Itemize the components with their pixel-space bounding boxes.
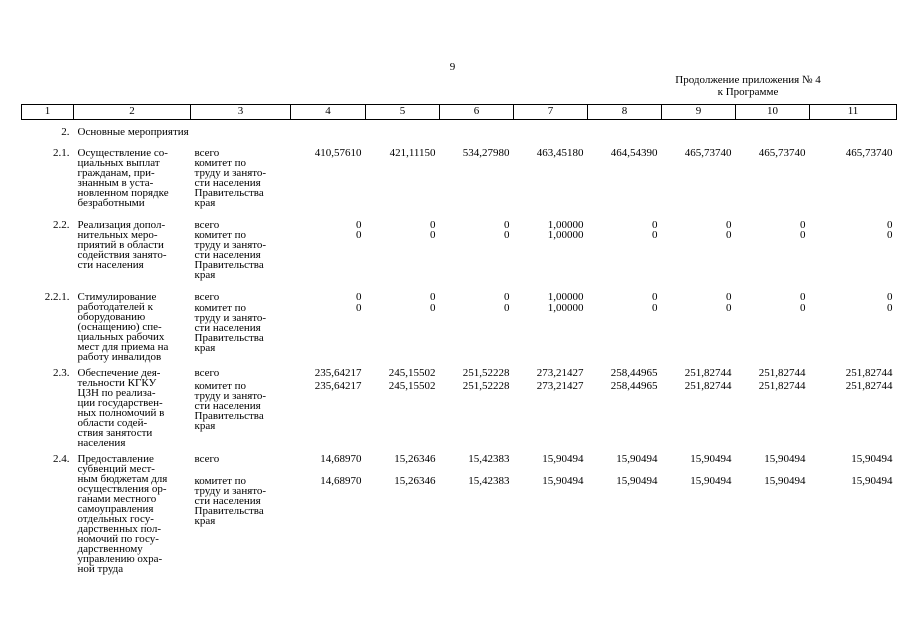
item-number: 2.1. [53, 147, 70, 159]
section-title: Основные мероприятия [77, 126, 189, 138]
value-cell: 15,90494 [616, 475, 658, 487]
value-cell: 0 [356, 301, 362, 314]
value-cell: 251,52228 [462, 367, 510, 379]
table-row [22, 214, 897, 230]
appendix-note [630, 74, 866, 98]
item-number: 2.2. [53, 219, 70, 231]
value-cell: 0 [430, 291, 436, 303]
column-header: 6 [440, 105, 514, 120]
item-name: Реализация допол- нительных меро- приятий в области содействия занято- сти населения [77, 219, 167, 271]
executor-cell: всего [194, 367, 220, 379]
value-cell: 0 [887, 291, 893, 303]
value-cell: 251,82744 [684, 367, 732, 379]
value-cell: 15,90494 [690, 453, 732, 465]
column-header: 8 [588, 105, 662, 120]
table-row [22, 286, 897, 303]
value-cell: 0 [726, 291, 732, 303]
column-header: 4 [291, 105, 366, 120]
value-cell: 421,11150 [389, 147, 436, 159]
value-cell: 0 [887, 219, 893, 231]
value-cell: 0 [726, 229, 732, 241]
value-cell: 0 [504, 301, 510, 314]
item-number: 2.3. [53, 367, 70, 379]
value-cell: 15,42383 [468, 453, 510, 465]
value-cell: 463,45180 [536, 147, 584, 159]
column-header: 5 [366, 105, 440, 120]
column-header: 11 [810, 105, 897, 120]
value-cell: 273,21427 [536, 367, 584, 379]
section-number: 2. [61, 126, 70, 138]
value-cell: 465,73740 [758, 147, 806, 159]
value-cell: 0 [887, 301, 893, 314]
appendix-note-line-2: к Программе [717, 86, 779, 98]
budget-table [21, 104, 897, 574]
value-cell: 0 [504, 291, 510, 303]
executor-cell: комитет по труду и занято- сти населения Правительства края [194, 157, 267, 209]
value-cell [440, 158, 514, 214]
budget-table-body [22, 105, 897, 575]
value-cell: 15,90494 [542, 453, 584, 465]
value-cell [514, 158, 588, 214]
page-number: 9 [449, 61, 456, 73]
value-cell: 0 [652, 219, 658, 231]
executor-cell: всего [194, 453, 220, 465]
value-cell: 235,64217 [314, 367, 362, 379]
value-cell: 15,90494 [542, 475, 584, 487]
value-cell: 1,00000 [547, 219, 584, 231]
executor-cell: комитет по труду и занято- сти населения Правительства края [194, 301, 267, 354]
value-cell [588, 158, 662, 214]
value-cell: 0 [726, 301, 732, 314]
appendix-note-line-1: Продолжение приложения № 4 [675, 74, 821, 86]
value-cell: 15,90494 [690, 475, 732, 487]
value-cell: 251,82744 [758, 380, 806, 393]
table-row [22, 448, 897, 476]
value-cell: 0 [430, 229, 436, 241]
column-header: 3 [191, 105, 291, 120]
item-name: Предоставление субвенций мест- ным бюджетам для осуществления ор- ганами местного самоуправления отдельных госу- дарственных пол- номочий по госу- дарственному управлению охра- ной труда [77, 453, 168, 575]
value-cell: 0 [430, 301, 436, 314]
value-cell: 0 [356, 291, 362, 303]
value-cell: 245,15502 [388, 367, 436, 379]
value-cell: 15,26346 [394, 453, 436, 465]
value-cell: 0 [430, 219, 436, 231]
value-cell: 0 [504, 229, 510, 241]
value-cell [736, 158, 810, 214]
value-cell: 0 [356, 219, 362, 231]
executor-cell: комитет по труду и занято- сти населения Правительства края [194, 229, 267, 281]
value-cell: 15,42383 [468, 475, 510, 487]
value-cell: 464,54390 [610, 147, 658, 159]
item-name: Осуществление со- циальных выплат гражданам, при- знанным в уста- новленном порядке безработными [77, 147, 169, 209]
value-cell: 251,52228 [462, 380, 510, 393]
item-name: Стимулирование работодателей к оборудованию (оснащению) спе- циальных рабочих мест для приема на работу инвалидов [77, 291, 169, 363]
value-cell: 0 [504, 219, 510, 231]
executor-cell: комитет по труду и занято- сти населения Правительства края [194, 380, 267, 433]
value-cell: 0 [800, 219, 806, 231]
value-cell: 0 [652, 229, 658, 241]
column-header: 10 [736, 105, 810, 120]
value-cell: 258,44965 [610, 367, 658, 379]
column-header: 1 [22, 105, 74, 120]
value-cell [810, 158, 897, 214]
item-number: 2.2.1. [44, 291, 70, 303]
section-row [22, 120, 897, 143]
value-cell: 14,68970 [320, 475, 362, 487]
value-cell: 245,15502 [388, 380, 436, 393]
value-cell: 0 [652, 291, 658, 303]
value-cell: 235,64217 [314, 380, 362, 393]
item-name: Обеспечение дея- тельности КГКУ ЦЗН по реализа- ции государствен- ных полномочий в области содей- ствия занятости населения [77, 367, 165, 449]
value-cell: 1,00000 [547, 301, 584, 314]
value-cell: 465,73740 [845, 147, 893, 159]
executor-cell: всего [194, 147, 220, 159]
executor-cell: комитет по труду и занято- сти населения Правительства края [194, 475, 267, 527]
value-cell [662, 158, 736, 214]
value-cell: 0 [800, 291, 806, 303]
column-header-row [22, 105, 897, 120]
value-cell: 15,90494 [616, 453, 658, 465]
value-cell: 15,90494 [851, 453, 893, 465]
value-cell: 14,68970 [320, 453, 362, 465]
value-cell: 15,90494 [764, 475, 806, 487]
value-cell: 15,26346 [394, 475, 436, 487]
value-cell: 0 [800, 301, 806, 314]
column-header: 2 [74, 105, 191, 120]
value-cell: 251,82744 [684, 380, 732, 393]
value-cell: 0 [726, 219, 732, 231]
value-cell [366, 158, 440, 214]
value-cell: 15,90494 [851, 475, 893, 487]
value-cell: 258,44965 [610, 380, 658, 393]
value-cell: 15,90494 [764, 453, 806, 465]
value-cell: 273,21427 [536, 380, 584, 393]
value-cell: 0 [887, 229, 893, 241]
value-cell: 410,57610 [314, 147, 362, 159]
column-header: 9 [662, 105, 736, 120]
column-header: 7 [514, 105, 588, 120]
value-cell [291, 158, 366, 214]
table-row [22, 142, 897, 158]
value-cell: 251,82744 [845, 367, 893, 379]
executor-cell: всего [194, 291, 220, 303]
value-cell: 1,00000 [547, 229, 584, 241]
value-cell: 251,82744 [758, 367, 806, 379]
executor-cell: всего [194, 219, 220, 231]
table-row [22, 362, 897, 381]
value-cell: 1,00000 [547, 291, 584, 303]
value-cell: 251,82744 [845, 380, 893, 393]
value-cell: 534,27980 [462, 147, 510, 159]
item-number: 2.4. [53, 453, 70, 465]
value-cell: 0 [652, 301, 658, 314]
value-cell: 0 [800, 229, 806, 241]
value-cell: 465,73740 [684, 147, 732, 159]
value-cell: 0 [356, 229, 362, 241]
